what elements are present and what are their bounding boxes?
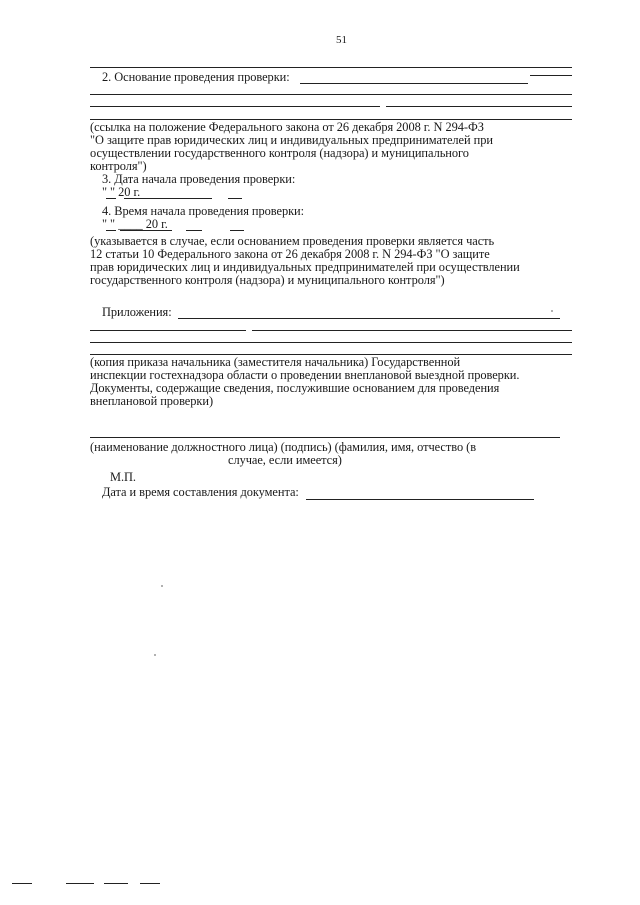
attachments-note-line-2: инспекции гостехнадзора области о проведении внеплановой выездной проверки. [90, 368, 520, 382]
time-note-line-3: прав юридических лиц и индивидуальных предпринимателей при осуществлении [90, 260, 520, 274]
page-number: 51 [336, 34, 347, 46]
start-time-hour-line[interactable] [186, 230, 202, 231]
start-time-month-line[interactable] [120, 230, 172, 231]
signature-line[interactable] [90, 437, 560, 438]
attachments-label: Приложения: [102, 305, 172, 319]
attachments-line-2b[interactable] [252, 330, 572, 331]
start-time-day-line[interactable] [106, 230, 116, 231]
basis-note-line-1: (ссылка на положение Федерального закона от 26 декабря 2008 г. N 294-ФЗ [90, 120, 484, 134]
attachments-note-line-3: Документы, содержащие сведения, послужившие основанием для проведения [90, 381, 500, 395]
bottom-rule-fragment [66, 883, 94, 884]
basis-field-line-3b[interactable] [386, 106, 572, 107]
bottom-rule-fragment [12, 883, 32, 884]
document-datetime-label: Дата и время составления документа: [102, 485, 299, 499]
time-note-line-4: государственного контроля (надзора) и муниципального контроля") [90, 273, 445, 287]
top-rule [90, 67, 572, 68]
scan-speck [551, 310, 553, 312]
start-date-field[interactable]: " " 20 г. [102, 185, 141, 199]
attachments-line-1[interactable] [178, 318, 560, 319]
basis-field-line-1b[interactable] [530, 75, 572, 76]
time-note-line-1: (указывается в случае, если основанием проведения проверки является часть [90, 234, 495, 248]
start-date-month-line[interactable] [124, 198, 212, 199]
basis-field-line-1[interactable] [300, 83, 528, 84]
signature-caption-line-1: (наименование должностного лица) (подпись) (фамилия, имя, отчество (в [90, 440, 477, 454]
start-time-year-line[interactable] [230, 230, 244, 231]
basis-note-line-4: контроля") [90, 159, 147, 173]
start-time-field[interactable]: " " ____ 20 г. [102, 217, 168, 231]
start-date-year-line[interactable] [228, 198, 242, 199]
basis-field-line-3a[interactable] [90, 106, 380, 107]
bottom-rule-fragment [104, 883, 128, 884]
signature-caption-line-2: случае, если имеется) [228, 453, 342, 467]
basis-field-line-2[interactable] [90, 94, 572, 95]
basis-note-line-2: "О защите прав юридических лиц и индивидуальных предпринимателей при [90, 133, 493, 147]
document-datetime-line[interactable] [306, 499, 534, 500]
attachments-line-3[interactable] [90, 342, 572, 343]
attachments-line-2a[interactable] [90, 330, 246, 331]
section-2-heading: 2. Основание проведения проверки: [102, 70, 290, 84]
stamp-place-label: М.П. [110, 470, 136, 484]
bottom-rule-fragment [140, 883, 160, 884]
section-4-heading: 4. Время начала проведения проверки: [102, 204, 305, 218]
time-note-line-2: 12 статьи 10 Федерального закона от 26 декабря 2008 г. N 294-ФЗ "О защите [90, 247, 490, 261]
start-date-day-line[interactable] [106, 198, 116, 199]
attachments-note-line-4: внеплановой проверки) [90, 394, 214, 408]
section-3-heading: 3. Дата начала проведения проверки: [102, 172, 296, 186]
basis-note-line-3: осуществлении государственного контроля (надзора) и муниципального [90, 146, 469, 160]
scan-speck [154, 654, 156, 656]
scan-speck [161, 585, 163, 587]
attachments-note-line-1: (копия приказа начальника (заместителя начальника) Государственной [90, 355, 461, 369]
